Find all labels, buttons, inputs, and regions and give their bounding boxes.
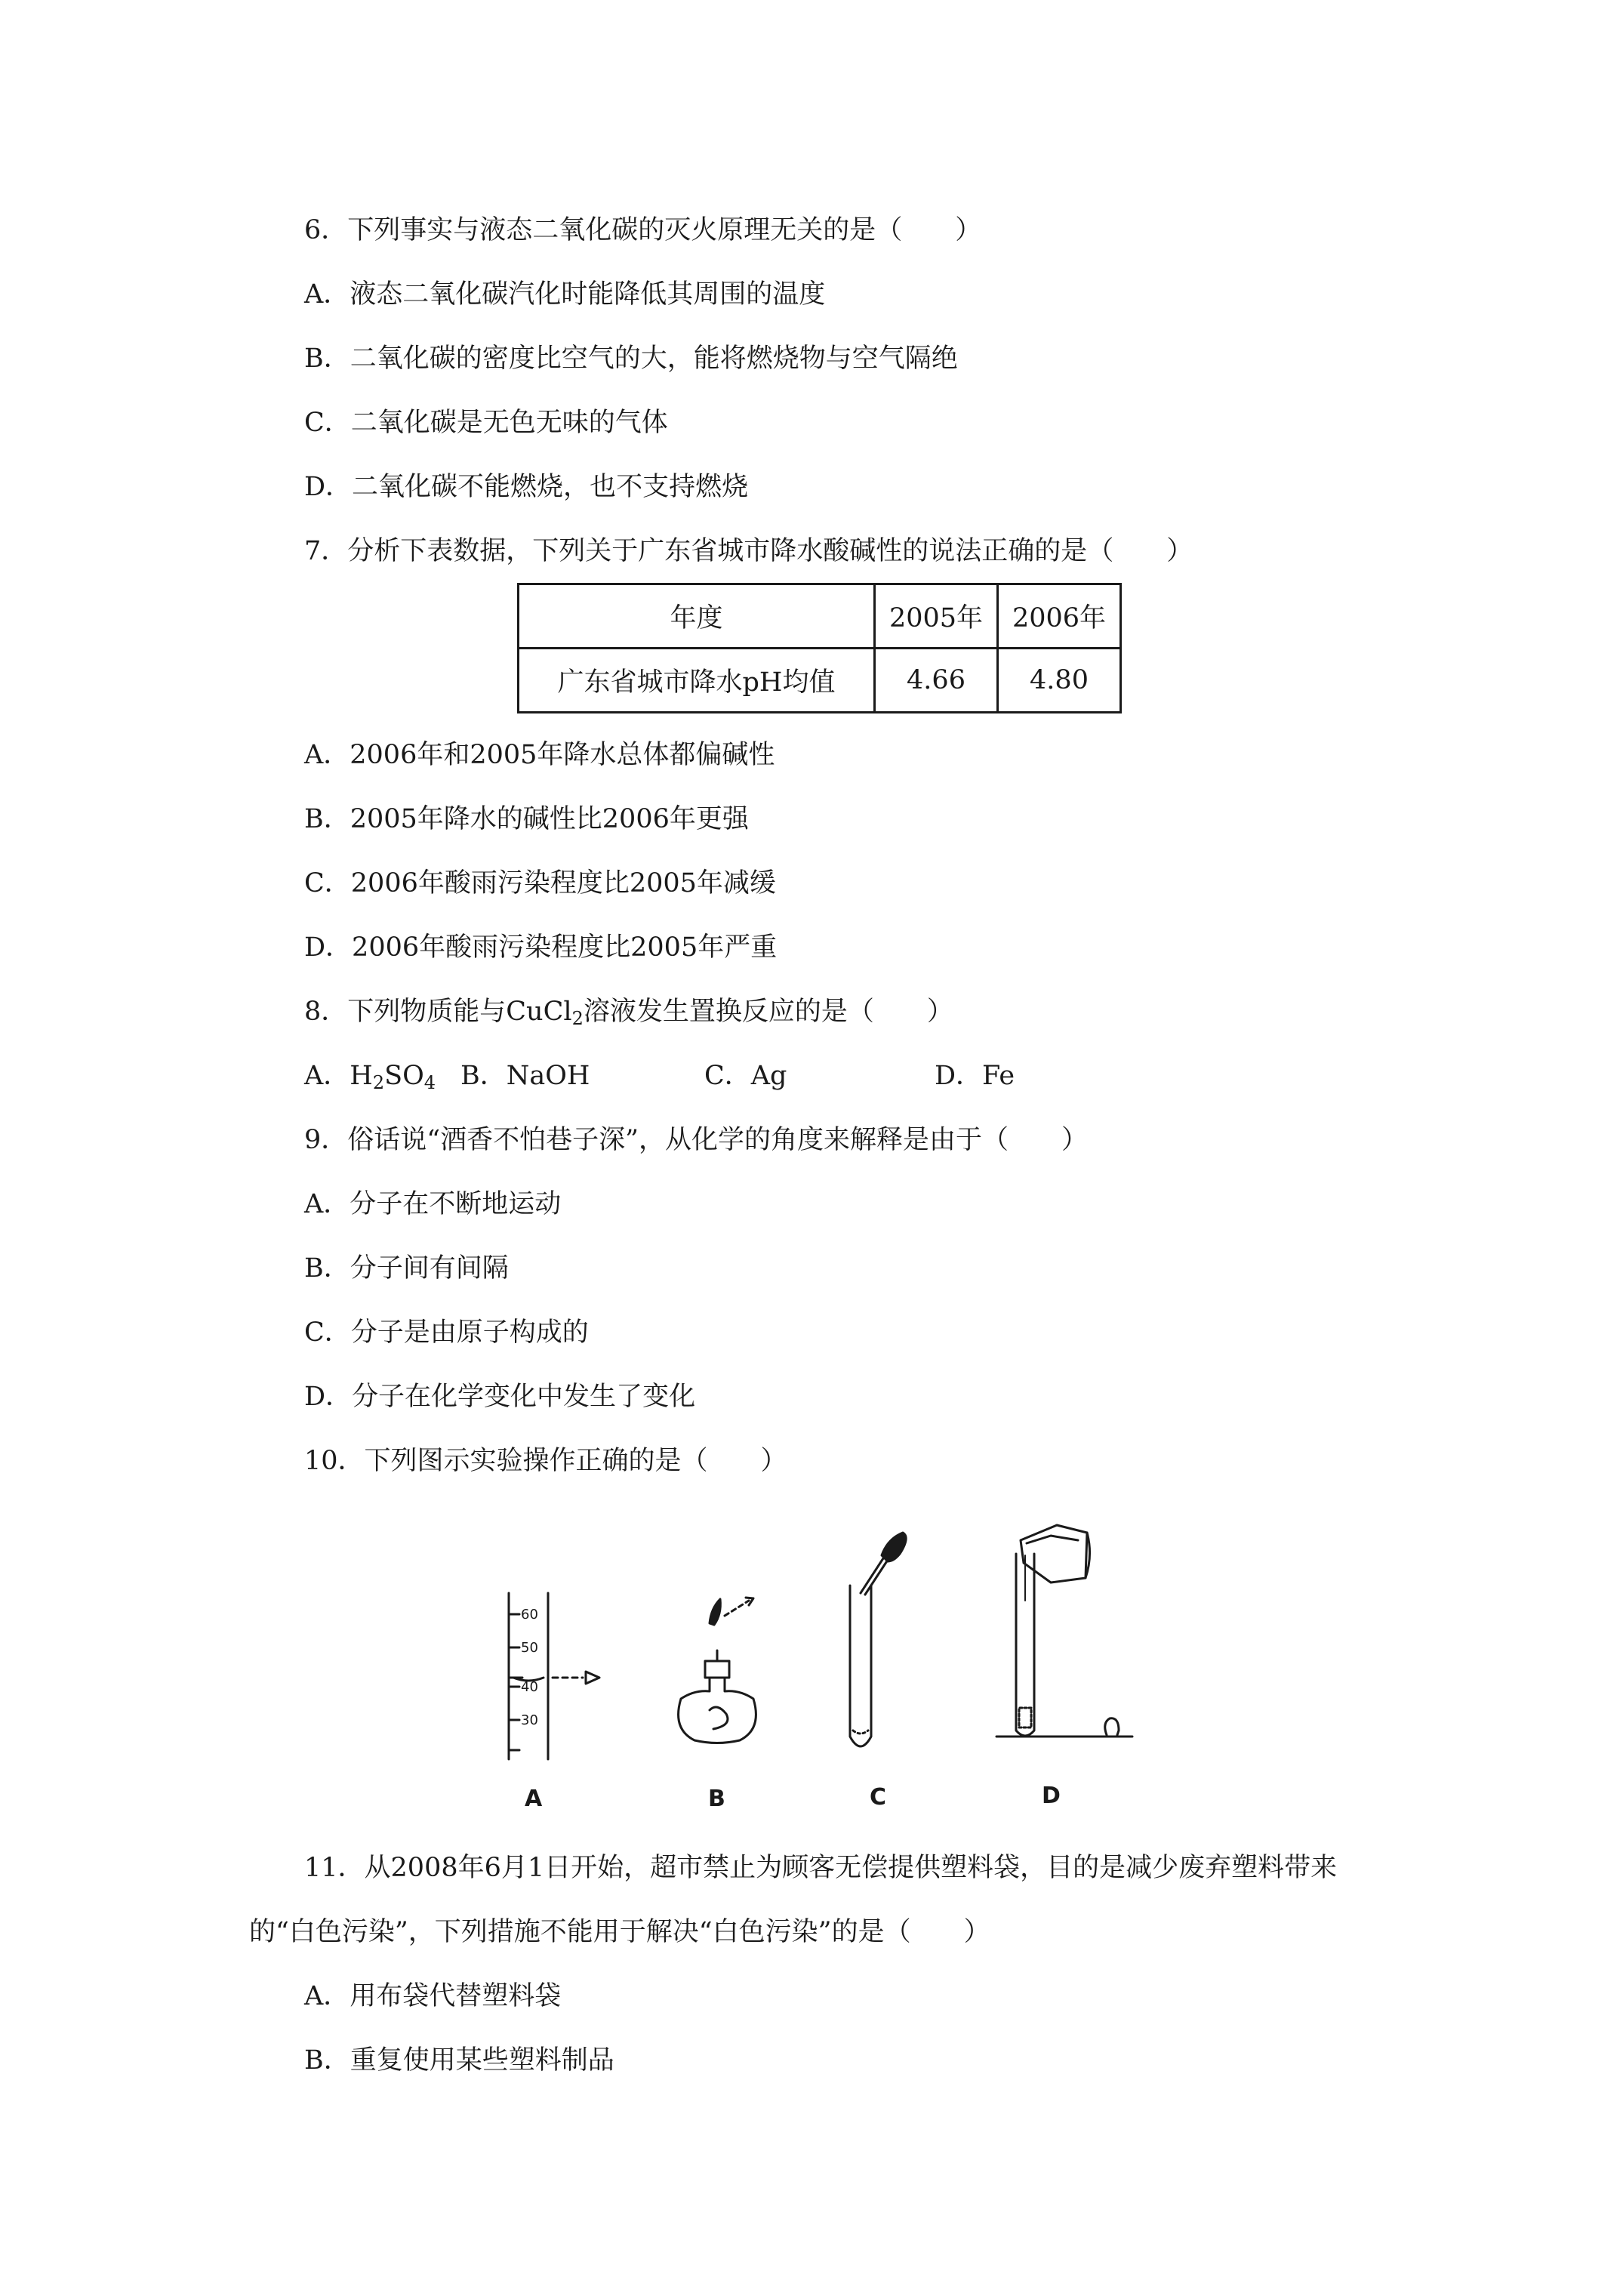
question-8-stem bbox=[304, 995, 953, 1028]
question-7-stem: 7．分析下表数据，下列关于广东省城市降水酸碱性的说法正确的是（ ） bbox=[304, 536, 1193, 566]
question-9-option-a: A．分子在不断地运动 bbox=[304, 1189, 562, 1219]
table-header-cell: 2006年 bbox=[998, 584, 1121, 649]
question-6-option-d: D．二氧化碳不能燃烧，也不支持燃烧 bbox=[304, 472, 749, 502]
figure-label-d: D bbox=[1042, 1783, 1061, 1809]
question-6-option-a: A．液态二氧化碳汽化时能降低其周围的温度 bbox=[304, 279, 826, 310]
scale-mark-label: 60 bbox=[521, 1607, 538, 1623]
table-cell: 4.80 bbox=[998, 649, 1121, 713]
alcohol-lamp-icon bbox=[679, 1598, 756, 1743]
question-9-option-c: C．分子是由原子构成的 bbox=[304, 1318, 589, 1348]
ph-data-table bbox=[517, 583, 1122, 713]
scale-mark-label: 40 bbox=[521, 1679, 538, 1695]
table-header-row bbox=[519, 584, 1121, 649]
lab-operations-illustration bbox=[483, 1510, 1163, 1827]
subscript: 4 bbox=[423, 1072, 436, 1093]
question-11-stem-line2: 的“白色污染”，下列措施不能用于解决“白色污染”的是（ ） bbox=[249, 1917, 990, 1947]
question-7-option-b: B．2005年降水的碱性比2006年更强 bbox=[304, 804, 749, 834]
question-8-option-c: C．Ag bbox=[704, 1061, 787, 1091]
test-tube-dropper-icon bbox=[850, 1533, 906, 1746]
subscript: 2 bbox=[571, 1008, 584, 1029]
question-10-stem: 10．下列图示实验操作正确的是（ ） bbox=[304, 1446, 787, 1476]
table-header-cell: 2005年 bbox=[875, 584, 998, 649]
stem-text: 溶液发生置换反应的是（ ） bbox=[583, 997, 953, 1027]
question-9-option-b: B．分子间有间隔 bbox=[304, 1253, 509, 1284]
table-row bbox=[519, 649, 1121, 713]
question-9-option-d: D．分子在化学变化中发生了变化 bbox=[304, 1382, 696, 1412]
figure-label-c: C bbox=[870, 1784, 887, 1811]
question-11-stem-line1: 11．从2008年6月1日开始，超市禁止为顾客无偿提供塑料袋，目的是减少废弃塑料带来 bbox=[304, 1853, 1338, 1883]
table-cell: 4.66 bbox=[875, 649, 998, 713]
scale-mark-label: 30 bbox=[521, 1712, 538, 1728]
table-cell: 广东省城市降水pH均值 bbox=[519, 649, 875, 713]
question-8-option-d: D．Fe bbox=[935, 1061, 1015, 1091]
scale-mark-label: 50 bbox=[521, 1640, 538, 1656]
question-7-option-c: C．2006年酸雨污染程度比2005年减缓 bbox=[304, 868, 776, 898]
figure-label-b: B bbox=[708, 1786, 725, 1812]
question-6-stem: 6．下列事实与液态二氧化碳的灭火原理无关的是（ ） bbox=[304, 215, 982, 245]
question-9-stem: 9．俗话说“酒香不怕巷子深”，从化学的角度来解释是由于（ ） bbox=[304, 1125, 1089, 1155]
stem-text: 8．下列物质能与CuCl bbox=[304, 997, 572, 1027]
question-8-option-b: B．NaOH bbox=[460, 1061, 590, 1091]
question-6-option-c: C．二氧化碳是无色无味的气体 bbox=[304, 408, 668, 438]
question-11-option-a: A．用布袋代替塑料袋 bbox=[304, 1981, 562, 2011]
question-8-option-a bbox=[304, 1059, 436, 1093]
question-11-option-b: B．重复使用某些塑料制品 bbox=[304, 2045, 614, 2076]
question-7-option-d: D．2006年酸雨污染程度比2005年严重 bbox=[304, 932, 778, 963]
question-7-option-a: A．2006年和2005年降水总体都偏碱性 bbox=[304, 740, 775, 770]
table-header-cell: 年度 bbox=[519, 584, 875, 649]
option-text: SO bbox=[384, 1061, 424, 1091]
option-text: A．H bbox=[304, 1061, 373, 1091]
question-6-option-b: B．二氧化碳的密度比空气的大，能将燃烧物与空气隔绝 bbox=[304, 344, 958, 374]
figure-label-a: A bbox=[525, 1786, 543, 1812]
pouring-liquid-icon bbox=[996, 1525, 1132, 1737]
subscript: 2 bbox=[372, 1072, 385, 1093]
lab-operations-figure bbox=[483, 1510, 1163, 1827]
